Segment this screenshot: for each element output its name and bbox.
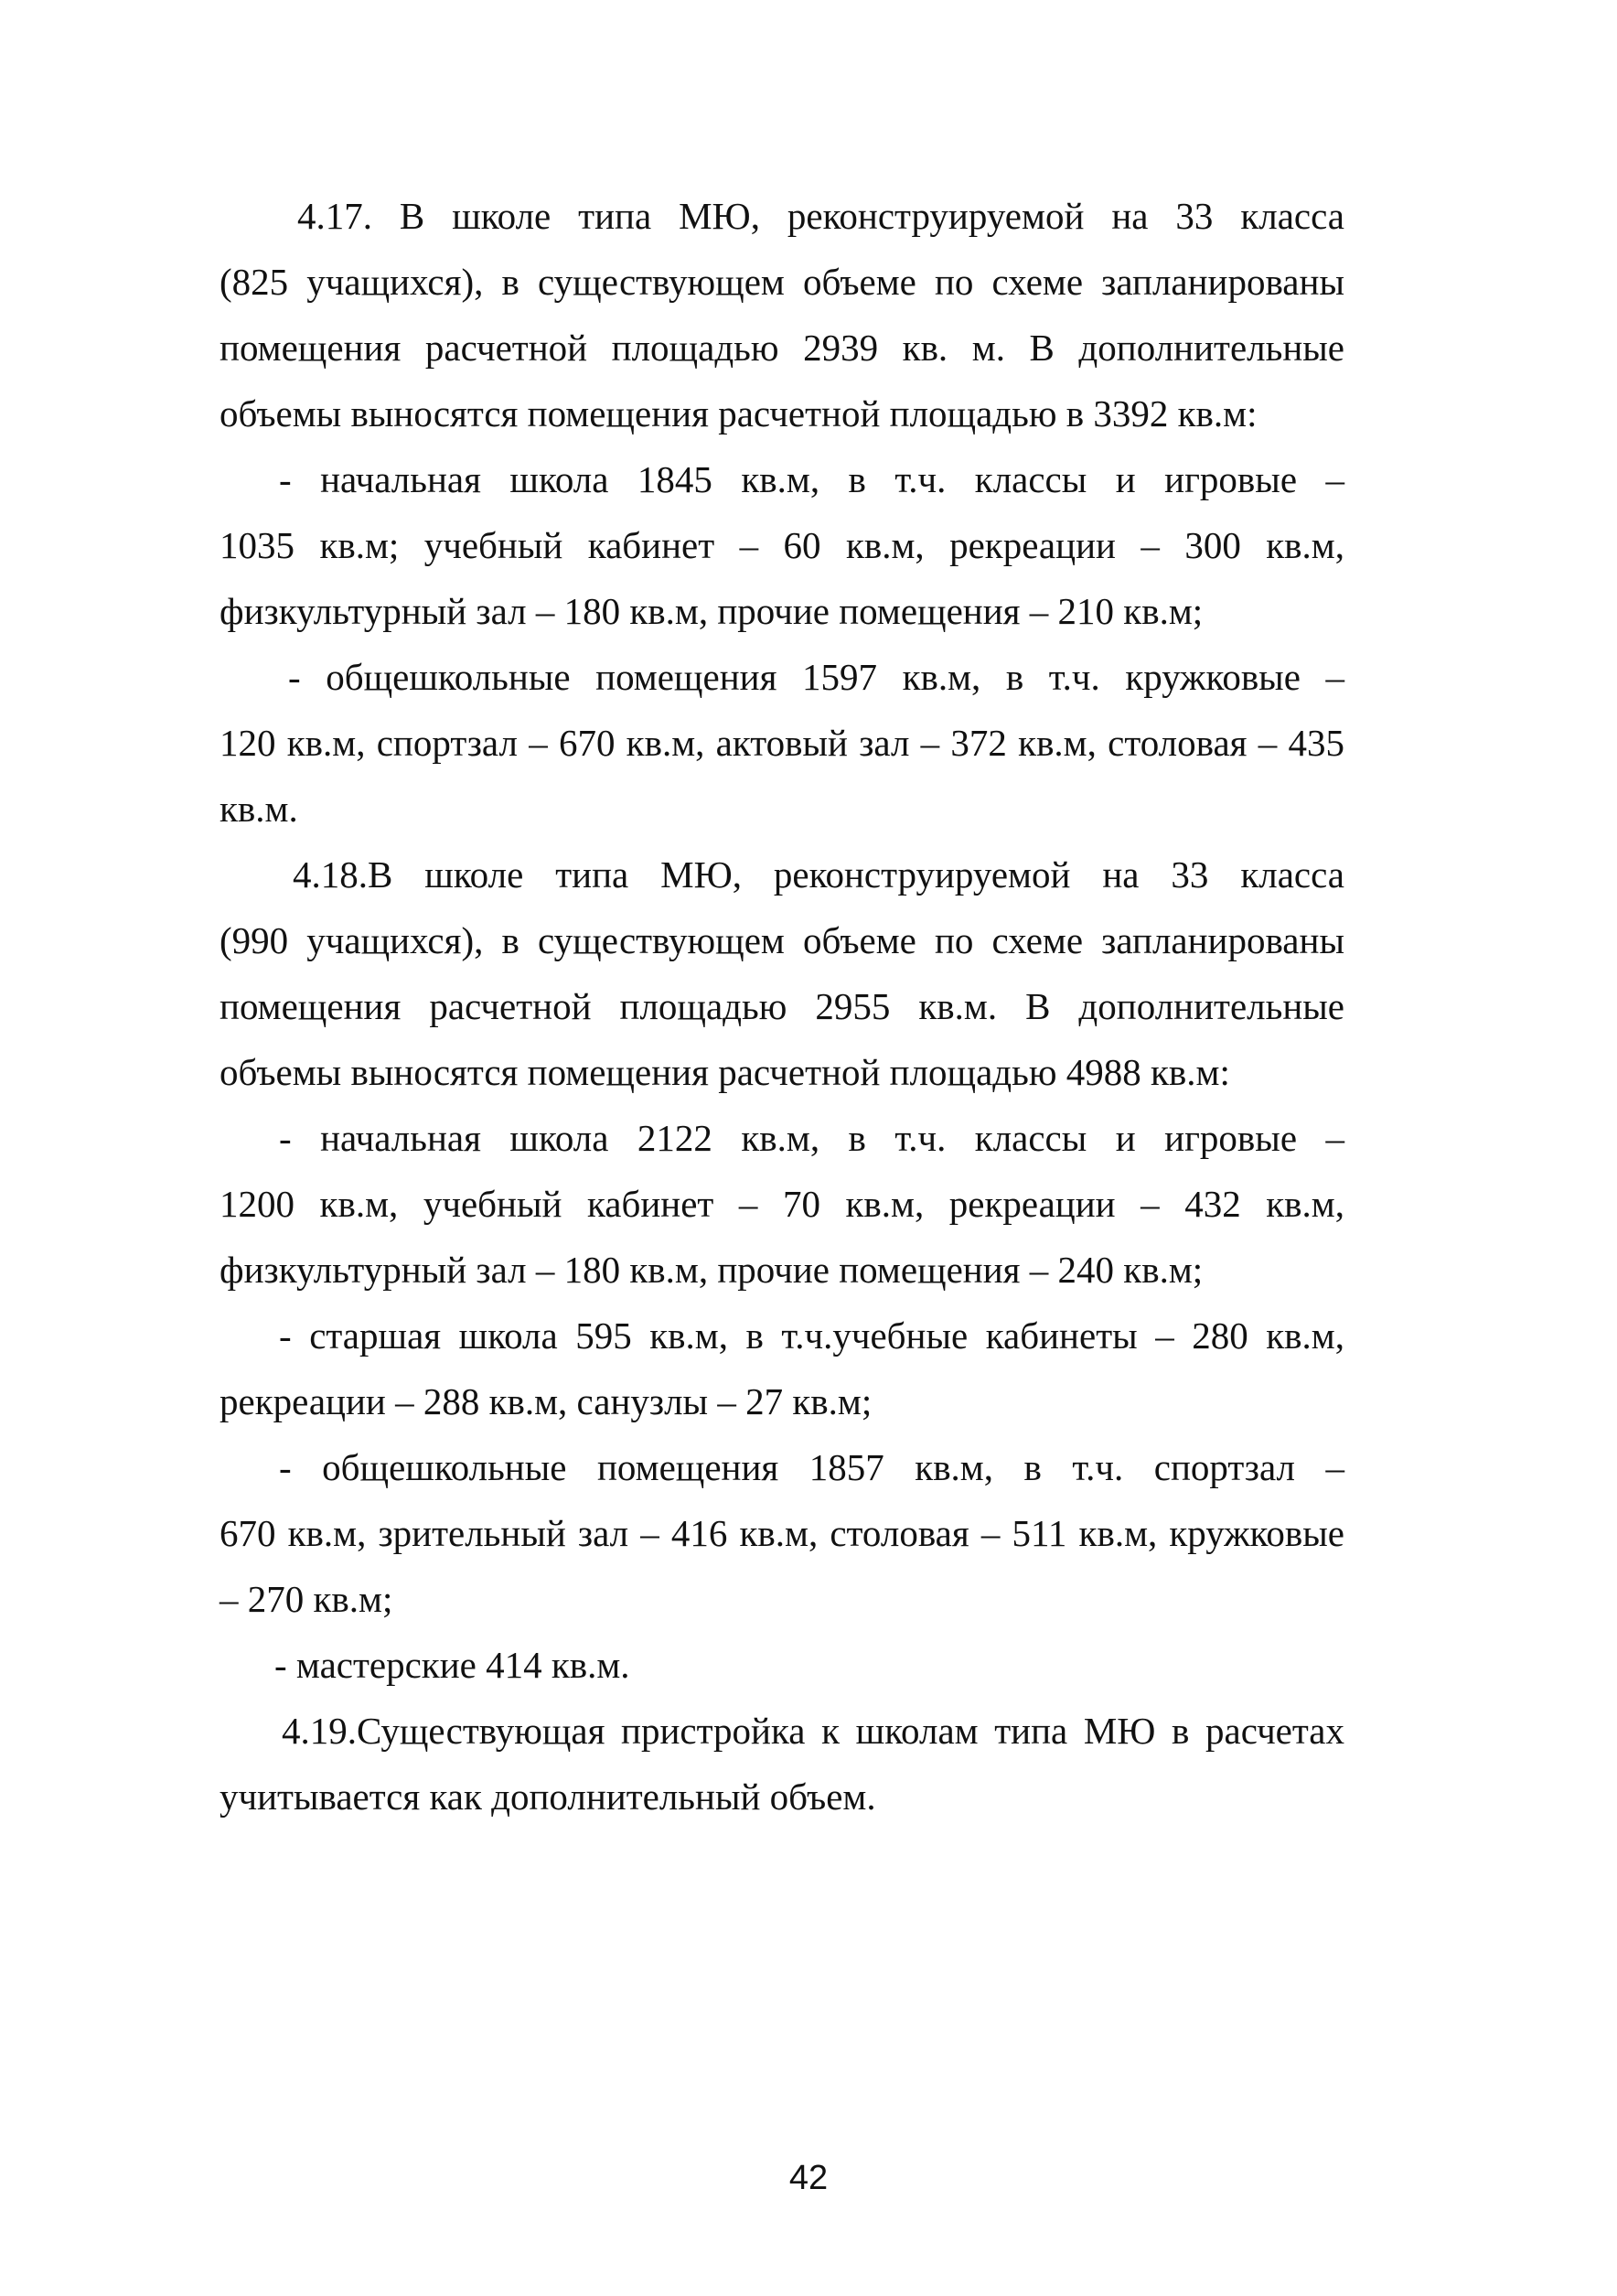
list-item-common-rooms-line-3: кв.м.	[220, 788, 298, 830]
list-item-common-rooms-2-line-2: 670 кв.м, зрительный зал – 416 кв.м, столовая – 511 кв.м, кружковые	[220, 1512, 1344, 1554]
list-item-primary-school-line-2: 1035 кв.м; учебный кабинет – 60 кв.м, рекреации – 300 кв.м,	[220, 524, 1344, 566]
paragraph-4-18-line-3: помещения расчетной площадью 2955 кв.м. В дополнительные	[220, 985, 1344, 1027]
list-item-common-rooms-line-1: - общешкольные помещения 1597 кв.м, в т.ч. кружковые –	[288, 656, 1344, 698]
list-item-workshops: - мастерские 414 кв.м.	[274, 1644, 630, 1686]
list-item-common-rooms-line-2: 120 кв.м, спортзал – 670 кв.м, актовый зал – 372 кв.м, столовая – 435	[220, 722, 1344, 764]
paragraph-4-19-line-1: 4.19.Существующая пристройка к школам типа МЮ в расчетах	[282, 1710, 1344, 1752]
page-number: 42	[788, 2159, 829, 2197]
paragraph-4-17-line-3: помещения расчетной площадью 2939 кв. м. В дополнительные	[220, 327, 1344, 369]
paragraph-4-19-line-2: учитывается как дополнительный объем.	[220, 1776, 876, 1818]
list-item-primary-school-2-line-1: - начальная школа 2122 кв.м, в т.ч. классы и игровые –	[279, 1117, 1344, 1159]
list-item-primary-school-2-line-3: физкультурный зал – 180 кв.м, прочие помещения – 240 кв.м;	[220, 1249, 1204, 1291]
paragraph-4-17-line-4: объемы выносятся помещения расчетной площадью в 3392 кв.м:	[220, 392, 1258, 435]
list-item-senior-school-line-1: - старшая школа 595 кв.м, в т.ч.учебные кабинеты – 280 кв.м,	[279, 1314, 1344, 1357]
list-item-primary-school-line-1: - начальная школа 1845 кв.м, в т.ч. классы и игровые –	[279, 458, 1344, 500]
list-item-common-rooms-2-line-1: - общешкольные помещения 1857 кв.м, в т.ч. спортзал –	[279, 1446, 1344, 1488]
paragraph-4-18-line-1: 4.18.В школе типа МЮ, реконструируемой на 33 класса	[293, 853, 1344, 896]
list-item-primary-school-line-3: физкультурный зал – 180 кв.м, прочие помещения – 210 кв.м;	[220, 590, 1204, 632]
body-text	[220, 183, 1344, 1829]
paragraph-4-18-line-4: объемы выносятся помещения расчетной площадью 4988 кв.м:	[220, 1051, 1230, 1093]
paragraph-4-17-line-1: 4.17. В школе типа МЮ, реконструируемой на 33 класса	[297, 195, 1344, 237]
list-item-common-rooms-2-line-3: – 270 кв.м;	[220, 1578, 393, 1620]
list-item-senior-school-line-2: рекреации – 288 кв.м, санузлы – 27 кв.м;	[220, 1380, 873, 1422]
list-item-primary-school-2-line-2: 1200 кв.м, учебный кабинет – 70 кв.м, рекреации – 432 кв.м,	[220, 1183, 1344, 1225]
paragraph-4-18-line-2: (990 учащихся), в существующем объеме по схеме запланированы	[220, 919, 1344, 961]
paragraph-4-17-line-2: (825 учащихся), в существующем объеме по схеме запланированы	[220, 261, 1344, 303]
